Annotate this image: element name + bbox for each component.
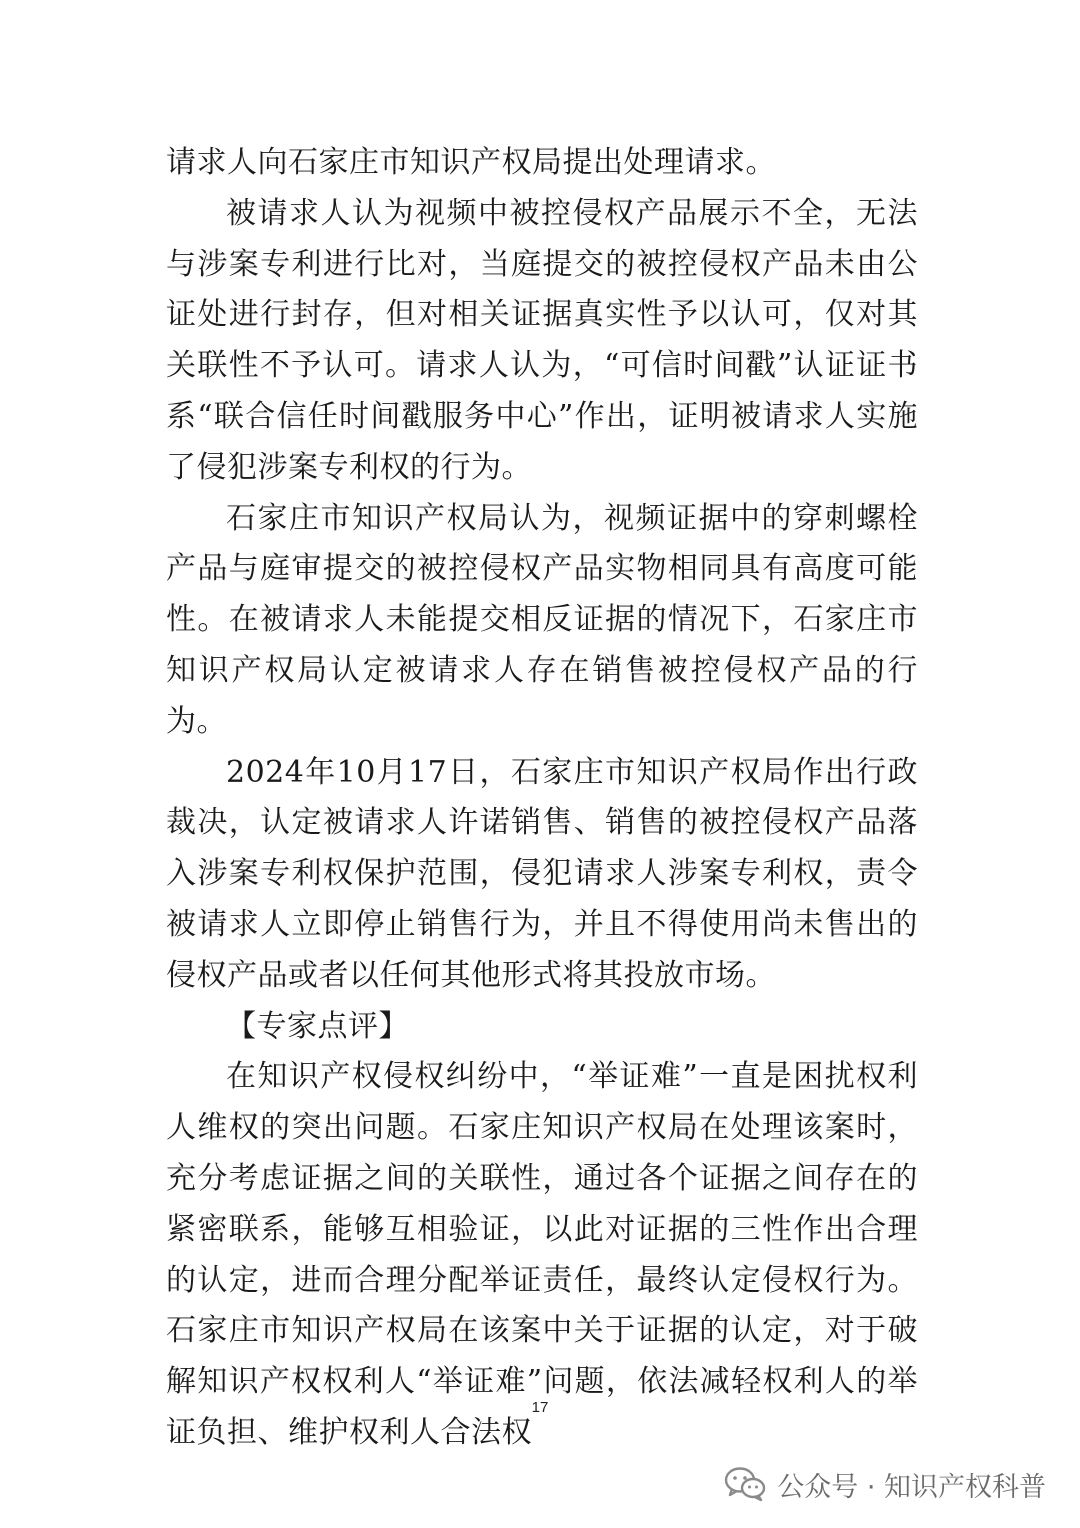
wechat-icon bbox=[723, 1466, 767, 1502]
paragraph-respondent-argument: 被请求人认为视频中被控侵权产品展示不全，无法与涉案专利进行比对，当庭提交的被控侵权产品未由公证处进行封存，但对相关证据真实性予以认可，仅对其关联性不予认可。请求人认为，“可信时间戳”认证证书系“联合信任时间戳服务中心”作出，证明被请求人实施了侵犯涉案专利权的行为。 bbox=[166, 195, 918, 485]
paragraph-ruling: 2024年10月17日，石家庄市知识产权局作出行政裁决，认定被请求人许诺销售、销售的被控侵权产品落入涉案专利权保护范围，侵犯请求人涉案专利权，责令被请求人立即停止销售行为，并且不得使用尚未售出的侵权产品或者以任何其他形式将其投放市场。 bbox=[166, 754, 918, 993]
watermark bbox=[723, 1462, 1046, 1506]
section-heading-expert-comment: 【专家点评】 bbox=[226, 1008, 409, 1044]
paragraph-expert-comment: 在知识产权侵权纠纷中，“举证难”一直是困扰权利人维权的突出问题。石家庄知识产权局在处理该案时，充分考虑证据之间的关联性，通过各个证据之间存在的紧密联系，能够互相验证，以此对证据的三性作出合理的认定，进而合理分配举证责任，最终认定侵权行为。石家庄市知识产权局在该案中关于证据的认定，对于破解知识产权权利人“举证难”问题，依法减轻权利人的举证负担、维护权利人合法权 bbox=[166, 1059, 918, 1450]
page-number: 17 bbox=[531, 1399, 549, 1416]
document-body bbox=[166, 138, 918, 1459]
paragraph-continuation: 请求人向石家庄市知识产权局提出处理请求。 bbox=[166, 145, 776, 180]
watermark-text: 公众号 · 知识产权科普 bbox=[777, 1471, 1046, 1503]
paragraph-bureau-finding: 石家庄市知识产权局认为，视频证据中的穿刺螺栓产品与庭审提交的被控侵权产品实物相同具有高度可能性。在被请求人未能提交相反证据的情况下，石家庄市知识产权局认定被请求人存在销售被控侵权产品的行为。 bbox=[166, 500, 918, 739]
